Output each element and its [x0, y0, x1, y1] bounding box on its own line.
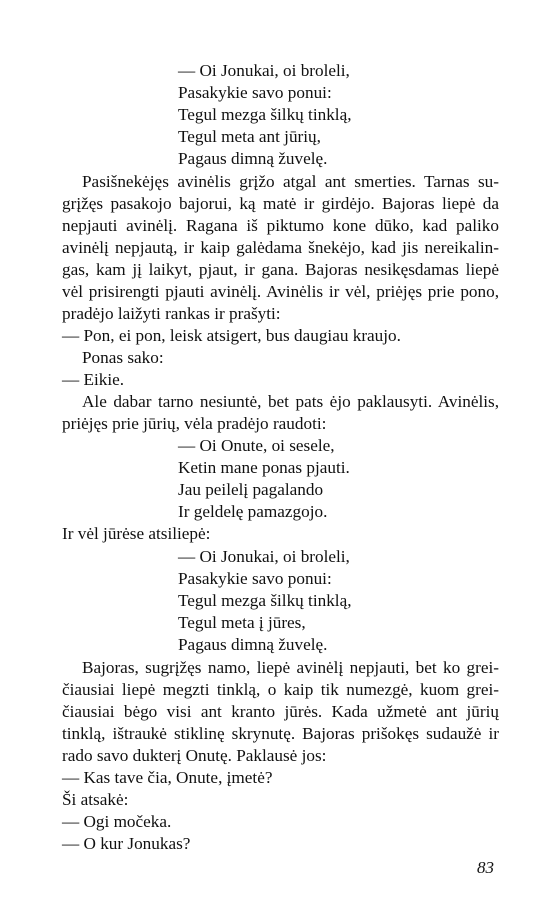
- paragraph-line: avinėlį nepjautą, ir kaip galėdama šnekėjo, kad jis nereikalin-: [62, 238, 499, 257]
- verse-line: Ir geldelę pamazgojo.: [178, 502, 328, 521]
- paragraph-line: Pasišnekėjęs avinėlis grįžo atgal ant smerties. Tarnas su-: [82, 172, 499, 191]
- verse-line: — Oi Jonukai, oi broleli,: [178, 61, 350, 80]
- verse-line: Tegul mezga šilkų tinklą,: [178, 105, 352, 124]
- paragraph-line: Ale dabar tarno nesiuntė, bet pats ėjo paklausyti. Avinėlis,: [82, 392, 499, 411]
- narration-line: Ponas sako:: [82, 348, 164, 367]
- dialogue-line: — Eikie.: [62, 370, 125, 389]
- paragraph-line: grįžęs pasakojo bajorui, ką matė ir girdėjo. Bajoras liepė da: [62, 194, 499, 213]
- verse-line: Pagaus dimną žuvelę.: [178, 635, 328, 654]
- verse-line: Pasakykie savo ponui:: [178, 83, 332, 102]
- narration-line: Ši atsakė:: [62, 790, 129, 809]
- paragraph-line: tinklą, ištraukė stiklinę skrynutę. Bajoras prišokęs sudaužė ir: [62, 724, 499, 743]
- page-number: 83: [477, 858, 494, 877]
- dialogue-line: — O kur Jonukas?: [62, 834, 191, 853]
- verse-line: Jau peilelį pagalando: [178, 480, 324, 499]
- paragraph-line: vėl prisirengti pjauti avinėlį. Avinėlis ir vėl, priėjęs prie pono,: [62, 282, 499, 301]
- verse-line: Pagaus dimną žuvelę.: [178, 149, 328, 168]
- verse-line: — Oi Onute, oi sesele,: [178, 436, 335, 455]
- paragraph-line: priėjęs prie jūrių, vėla pradėjo raudoti:: [62, 414, 327, 433]
- verse-line: — Oi Jonukai, oi broleli,: [178, 547, 350, 566]
- paragraph-line: čiausiai liepė megzti tinklą, o kaip tik numezgė, kuom grei-: [62, 680, 499, 699]
- verse-line: Pasakykie savo ponui:: [178, 569, 332, 588]
- paragraph-line: gas, kam jį laikyt, pjaut, ir gana. Bajoras nesikęsdamas liepė: [62, 260, 499, 279]
- paragraph-line: rado savo dukterį Onutę. Paklausė jos:: [62, 746, 327, 765]
- paragraph-line: nepjauti avinėlį. Ragana iš piktumo kone dūko, kad paliko: [62, 216, 499, 235]
- dialogue-line: — Kas tave čia, Onute, įmetė?: [62, 768, 273, 787]
- paragraph-line: Bajoras, sugrįžęs namo, liepė avinėlį nepjauti, bet ko grei-: [82, 658, 499, 677]
- paragraph-line: čiausiai bėgo visi ant kranto jūrės. Kada užmetė ant jūrių: [62, 702, 499, 721]
- verse-line: Ketin mane ponas pjauti.: [178, 458, 350, 477]
- dialogue-line: — Ogi močeka.: [62, 812, 172, 831]
- dialogue-line: — Pon, ei pon, leisk atsigert, bus daugiau kraujo.: [62, 326, 401, 345]
- paragraph-line: pradėjo laižyti rankas ir prašyti:: [62, 304, 281, 323]
- verse-line: Tegul mezga šilkų tinklą,: [178, 591, 352, 610]
- verse-line: Tegul meta į jūres,: [178, 613, 306, 632]
- narration-line: Ir vėl jūrėse atsiliepė:: [62, 524, 211, 543]
- verse-line: Tegul meta ant jūrių,: [178, 127, 321, 146]
